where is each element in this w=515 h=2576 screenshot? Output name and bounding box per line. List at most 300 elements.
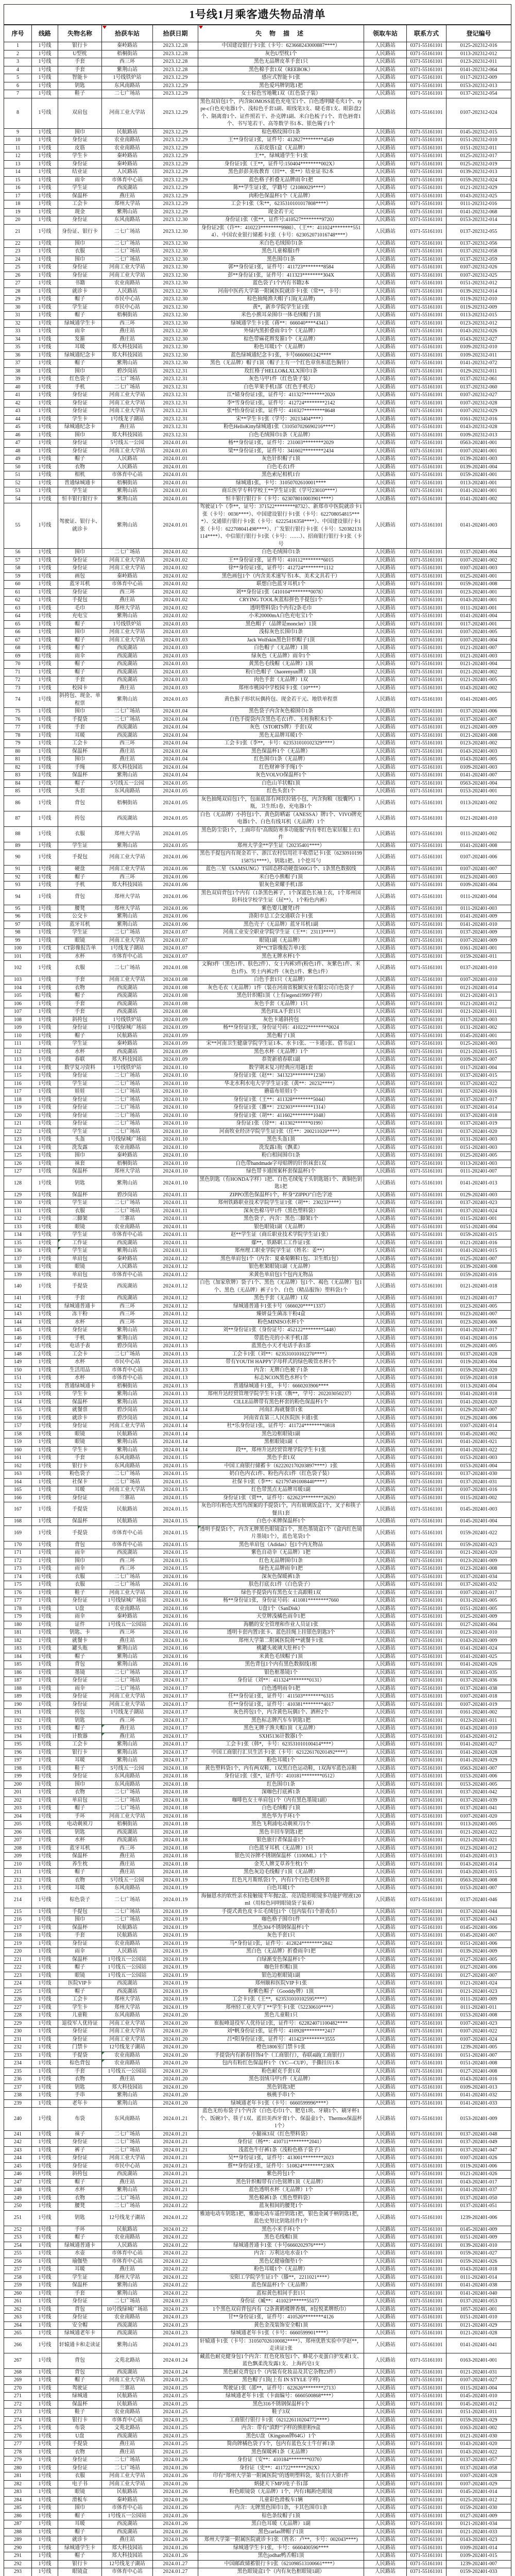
- reg-number-cell: 0137-202401-044: [447, 1908, 511, 1916]
- reg-number-cell: 0159-202401-030: [447, 2504, 511, 2513]
- line-cell: 1号线: [32, 1088, 58, 1096]
- contact-cell: 0371-55161101: [407, 1398, 447, 1406]
- reg-number-cell: 0109-202312-013: [447, 431, 511, 439]
- seq-cell: 17: [4, 192, 32, 200]
- table-row: [4, 556, 511, 565]
- contact-cell: 0371-55161101: [407, 1168, 447, 1176]
- table-row: [4, 2330, 511, 2338]
- found-date-cell: 2024.01.18: [153, 1869, 198, 1877]
- contact-cell: 0371-55161101: [407, 1478, 447, 1486]
- table-row: [4, 408, 511, 416]
- line-cell: 1号线: [32, 992, 58, 1001]
- found-date-cell: 2024.01.26: [153, 2544, 198, 2552]
- line-cell: 1号线: [32, 471, 58, 480]
- table-row: [4, 2178, 511, 2187]
- seq-cell: 185: [4, 1661, 32, 1669]
- line-cell: 1号线: [32, 1526, 58, 1541]
- found-date-cell: 2024.01.04: [153, 724, 198, 732]
- line-cell: 1号线: [32, 984, 58, 992]
- table-row: [4, 2274, 511, 2282]
- found-date-cell: 2024.01.26: [153, 2528, 198, 2536]
- pickup-station-cell: 人民路站: [364, 2425, 407, 2433]
- description-cell: 蓝色绿城通纪念卡1张，卡号6660601242****: [198, 351, 364, 360]
- item-name-cell: 衣服: [58, 248, 102, 256]
- found-station-cell: 西三环: [102, 1302, 153, 1311]
- description-cell: 黑色（无品牌）帽子1顶（帽子上有一个红色章鱼和蓝色胸针）: [198, 360, 364, 368]
- contact-cell: 0371-55161101: [407, 1653, 447, 1661]
- found-date-cell: 2024.01.18: [153, 1789, 198, 1797]
- seq-cell: 288: [4, 2528, 32, 2536]
- found-station-cell: 燕庄站: [102, 756, 153, 764]
- found-station-cell: 西三环: [102, 319, 153, 328]
- found-date-cell: 2023.12.29: [153, 160, 198, 168]
- lost-items-table: [4, 4, 511, 2576]
- found-date-cell: 2023.12.31: [153, 399, 198, 408]
- found-station-cell: 二七广场站: [102, 2139, 153, 2147]
- line-cell: 1号线: [32, 1064, 58, 1072]
- table-row: [4, 1996, 511, 2004]
- contact-cell: 0371-55161101: [407, 296, 447, 304]
- contact-cell: 0371-55161101: [407, 1350, 447, 1359]
- description-cell: 黑色袋子内含灰色棉围巾1条: [198, 708, 364, 716]
- contact-cell: 0371-55161101: [407, 1120, 447, 1128]
- description-cell: 米黄色毛绒帽子1顶: [198, 1653, 364, 1661]
- table-row: [4, 2568, 511, 2576]
- contact-cell: 0371-55161101: [407, 708, 447, 716]
- description-cell: 恒丰银行银行卡（卡号：623078010003901****）: [198, 495, 364, 503]
- pickup-station-cell: 人民路站: [364, 2409, 407, 2417]
- pickup-station-cell: 人民路站: [364, 1072, 407, 1080]
- seq-cell: 188: [4, 1685, 32, 1693]
- description-cell: 中国工商银行汇贝生活卡1张（卡号：621226170201492****）: [198, 1749, 364, 1757]
- line-cell: 1号线: [32, 168, 58, 177]
- item-name-cell: 身份证、银行卡: [58, 224, 102, 240]
- table-row: [4, 2076, 511, 2084]
- item-name-cell: 手提袋: [58, 716, 102, 724]
- found-date-cell: 2023.12.31: [153, 431, 198, 439]
- description-cell: 白绿渐变色保温杯1个: [198, 1956, 364, 1964]
- reg-number-cell: 0113-202312-015: [447, 312, 511, 320]
- item-name-cell: U型枕: [58, 50, 102, 58]
- line-cell: 1号线: [32, 882, 58, 890]
- item-name-cell: 腰凳: [58, 2202, 102, 2211]
- reg-number-cell: 0137-202401-042: [447, 1789, 511, 1797]
- found-date-cell: 2024.01.17: [153, 1677, 198, 1685]
- line-cell: 1号线: [32, 1072, 58, 1080]
- table-row: [4, 479, 511, 487]
- description-cell: 安阳工学院学生证1个（滕**，2211021****）: [198, 2274, 364, 2282]
- reg-number-cell: 0107-202401-023: [447, 2020, 511, 2028]
- contact-cell: 0371-55161101: [407, 2258, 447, 2266]
- item-name-cell: 毛巾: [58, 604, 102, 613]
- found-station-cell: 紫荆山站: [102, 1446, 153, 1454]
- table-row: [4, 684, 511, 692]
- contact-cell: 0371-55161101: [407, 2067, 447, 2076]
- item-name-cell: 身份证: [58, 565, 102, 573]
- description-cell: 刘**身份证1张（身份证号：452122********5448）: [198, 1327, 364, 1335]
- table-row: [4, 312, 511, 320]
- pickup-station-cell: 人民路站: [364, 1454, 407, 1463]
- table-row: [4, 2242, 511, 2250]
- seq-cell: 277: [4, 2441, 32, 2449]
- found-station-cell: 郑州大学站: [102, 604, 153, 613]
- line-cell: 1号线: [32, 2298, 58, 2306]
- description-cell: 黑色帽子1顶(上有 IN STYLE 字样): [198, 2377, 364, 2385]
- line-cell: 1号线: [32, 1327, 58, 1335]
- line-cell: 1号线: [32, 503, 58, 549]
- seq-cell: 48: [4, 447, 32, 455]
- item-name-cell: 书籍: [58, 280, 102, 288]
- line-cell: 1号线: [32, 1573, 58, 1581]
- contact-cell: 0371-55161101: [407, 66, 447, 74]
- seq-cell: 179: [4, 1613, 32, 1621]
- contact-cell: 0371-55161101: [407, 588, 447, 597]
- contact-cell: 0371-55161101: [407, 1709, 447, 1717]
- reg-number-cell: 0151-202401-006: [447, 1940, 511, 1948]
- pickup-station-cell: 人民路站: [364, 811, 407, 826]
- reg-number-cell: 0121-202401-004: [447, 660, 511, 669]
- description-cell: 郑州理工职业学院学生证（姓名：姜**）: [198, 1247, 364, 1256]
- line-cell: 1号线: [32, 1486, 58, 1495]
- pickup-station-cell: 人民路站: [364, 1885, 407, 1893]
- reg-number-cell: 0145-202401-006: [447, 1924, 511, 1932]
- found-date-cell: 2024.01.19: [153, 1988, 198, 1996]
- table-row: [4, 1916, 511, 1924]
- contact-cell: 0371-55161101: [407, 1112, 447, 1120]
- found-station-cell: 紫荆山站: [102, 1247, 153, 1256]
- reg-number-cell: 0107-202401-001: [447, 447, 511, 455]
- description-cell: 黑色jodhat鸭舌帽1顶: [198, 2552, 364, 2561]
- reg-number-cell: 0153-202401-003: [447, 1454, 511, 1463]
- found-date-cell: 2024.01.22: [153, 2226, 198, 2234]
- pickup-station-cell: 人民路站: [364, 2282, 407, 2290]
- pickup-station-cell: 人民路站: [364, 1016, 407, 1024]
- item-name-cell: 绿城通学生卡: [58, 2544, 102, 2552]
- reg-number-cell: 0123-202401-011: [447, 1717, 511, 1725]
- pickup-station-cell: 人民路站: [364, 1605, 407, 1613]
- found-date-cell: 2024.01.08: [153, 984, 198, 992]
- pickup-station-cell: 人民路站: [364, 50, 407, 58]
- item-name-cell: 单肩包: [58, 1797, 102, 1805]
- found-date-cell: 2024.01.02: [153, 556, 198, 565]
- seq-cell: 86: [4, 795, 32, 811]
- table-row: [4, 1853, 511, 1861]
- description-cell: 黄色塑料袋1个，内有两双鞋，1双黑白色运动鞋，1双海军蓝色凉鞋: [198, 1765, 364, 1773]
- line-cell: 1号线: [32, 2052, 58, 2060]
- item-name-cell: 养生枕: [58, 1860, 102, 1869]
- item-name-cell: 蓝牙耳机: [58, 1844, 102, 1853]
- reg-number-cell: 0153-202401-006: [447, 1773, 511, 1781]
- found-date-cell: 2024.01.04: [153, 748, 198, 756]
- pickup-station-cell: 人民路站: [364, 328, 407, 336]
- contact-cell: 0371-55161101: [407, 2250, 447, 2258]
- col-header-line: 线路: [32, 25, 58, 42]
- line-cell: 1号线: [32, 208, 58, 216]
- found-date-cell: 2024.01.09: [153, 1016, 198, 1024]
- item-name-cell: 学生证: [58, 929, 102, 937]
- seq-cell: 114: [4, 1064, 32, 1072]
- line-cell: 1号线: [32, 1168, 58, 1176]
- found-station-cell: 紫荆山站: [102, 1653, 153, 1661]
- line-cell: 1号线: [32, 1470, 58, 1479]
- pickup-station-cell: 人民路站: [364, 1104, 407, 1112]
- found-date-cell: 2024.01.15: [153, 1486, 198, 1495]
- table-row: [4, 905, 511, 913]
- table-row: [4, 42, 511, 50]
- item-name-cell: 保温杯: [58, 1168, 102, 1176]
- line-cell: 1号线: [32, 2512, 58, 2520]
- reg-number-cell: 0119-202401-006: [447, 2162, 511, 2171]
- contact-cell: 0371-55161101: [407, 1693, 447, 1701]
- line-cell: 1号线: [32, 1152, 58, 1160]
- seq-cell: 189: [4, 1693, 32, 1701]
- found-date-cell: 2024.01.17: [153, 1733, 198, 1741]
- found-station-cell: 民航路站: [102, 1032, 153, 1040]
- seq-cell: 159: [4, 1438, 32, 1447]
- description-cell: 灰色抽绳双肩包1个，包面底部有网状拉链小包，内含狗粮（胶囊钙）1瓶，卫生纸1卷，充电器1个: [198, 795, 364, 811]
- description-cell: 白色蓝牙耳机（无品牌）1只: [198, 1844, 364, 1853]
- contact-cell: 0371-55161101: [407, 597, 447, 605]
- line-cell: 1号线: [32, 2464, 58, 2472]
- reg-number-cell: 0113-202312-012: [447, 50, 511, 58]
- item-name-cell: 围巾: [58, 629, 102, 637]
- description-cell: 白色（加家欣牌）袋子1个、黑色（无品牌）包1个、褐色（无品牌）包1个、黑色（无品牌）裤子1个、白色（精品服饰）塑料袋1个: [198, 1279, 364, 1295]
- item-name-cell: 水壶: [58, 2250, 102, 2258]
- found-station-cell: 西三环: [102, 1311, 153, 1319]
- table-row: [4, 2314, 511, 2322]
- seq-cell: 176: [4, 1589, 32, 1597]
- description-cell: 绿城通普通卡1张（卡号6660202976****）: [198, 2242, 364, 2250]
- line-cell: 1号线: [32, 1096, 58, 1104]
- found-station-cell: 民航路站: [102, 2400, 153, 2409]
- reg-number-cell: 0109-202312-011: [447, 351, 511, 360]
- seq-cell: 10: [4, 137, 32, 145]
- table-row: [4, 2448, 511, 2456]
- contact-cell: 0371-55161101: [407, 1797, 447, 1805]
- contact-cell: 0371-55161101: [407, 376, 447, 384]
- pickup-station-cell: 人民路站: [364, 1709, 407, 1717]
- item-name-cell: 手提袋: [58, 1279, 102, 1295]
- contact-cell: 0371-55161101: [407, 2282, 447, 2290]
- line-cell: 1号线: [32, 1773, 58, 1781]
- item-name-cell: 社保卡: [58, 1478, 102, 1486]
- item-name-cell: 轩辕通卡和走读证: [58, 2337, 102, 2353]
- found-date-cell: 2024.01.22: [153, 2258, 198, 2266]
- found-station-cell: 紫荆山站: [102, 692, 153, 708]
- item-name-cell: 手环: [58, 1812, 102, 1821]
- found-station-cell: 紫荆山站: [102, 842, 153, 850]
- description-cell: 绿色无品牌雨伞1把: [198, 1565, 364, 1573]
- line-cell: 1号线: [32, 1653, 58, 1661]
- item-name-cell: 衣服: [58, 961, 102, 976]
- page-title: 1号线1月乘客遗失物品清单: [4, 5, 511, 25]
- found-station-cell: 二七广场站: [102, 2194, 153, 2202]
- reg-number-cell: 0113-202401-004: [447, 1382, 511, 1391]
- found-station-cell: 西流湖站: [102, 2171, 153, 2179]
- pickup-station-cell: 人民路站: [364, 160, 407, 168]
- pickup-station-cell: 人民路站: [364, 2464, 407, 2472]
- description-cell: 身份证1张（贾**，证件号：622623********2629）: [198, 1494, 364, 1502]
- seq-cell: 71: [4, 668, 32, 676]
- seq-cell: 139: [4, 1271, 32, 1279]
- reg-number-cell: 0141-202401-038: [447, 2282, 511, 2290]
- line-cell: 1号线: [32, 850, 58, 866]
- line-cell: 1号线: [32, 1302, 58, 1311]
- found-station-cell: 紫荆山站: [102, 1327, 153, 1335]
- found-date-cell: 2024.01.13: [153, 1398, 198, 1406]
- item-name-cell: 水杯: [58, 1048, 102, 1056]
- description-cell: 黑色水杯（无品牌）1个: [198, 1048, 364, 1056]
- reg-number-cell: 0121-202401-015: [447, 1048, 511, 1056]
- description-cell: 粉白相间围巾1条: [198, 1152, 364, 1160]
- found-date-cell: 2024.01.03: [153, 668, 198, 676]
- found-date-cell: 2024.01.10: [153, 1176, 198, 1191]
- seq-cell: 56: [4, 549, 32, 557]
- line-cell: 1号线: [32, 1462, 58, 1470]
- found-station-cell: 紫荆山站: [102, 360, 153, 368]
- found-date-cell: 2024.01.23: [153, 2314, 198, 2322]
- reg-number-cell: 0113-202401-003: [447, 1160, 511, 1168]
- found-date-cell: 2024.01.02: [153, 604, 198, 613]
- seq-cell: 28: [4, 287, 32, 296]
- pickup-station-cell: 人民路站: [364, 1701, 407, 1709]
- col-header-seq: 序号: [4, 25, 32, 42]
- description-cell: 灰色（STORTS牌）手套1双: [198, 724, 364, 732]
- pickup-station-cell: 人民路站: [364, 1956, 407, 1964]
- item-name-cell: 身份证: [58, 2464, 102, 2472]
- item-name-cell: 保温杯: [58, 1956, 102, 1964]
- description-cell: 郭**身份证1张，证件号：411723********8584: [198, 264, 364, 272]
- table-row: [4, 984, 511, 992]
- table-row: [4, 620, 511, 629]
- item-name-cell: 医院VIP卡: [58, 1980, 102, 1988]
- found-date-cell: 2024.01.25: [153, 2409, 198, 2417]
- contact-cell: 0371-55161101: [407, 2099, 447, 2108]
- line-cell: 1号线: [32, 2432, 58, 2441]
- item-name-cell: 瑜伽垫: [58, 2258, 102, 2266]
- found-date-cell: 2024.01.19: [153, 2004, 198, 2012]
- line-cell: 1号线: [32, 1398, 58, 1406]
- found-date-cell: 2024.01.20: [153, 2092, 198, 2100]
- reg-number-cell: 0159-202401-022: [447, 1526, 511, 1541]
- line-cell: 1号线: [32, 581, 58, 589]
- found-date-cell: 2023.12.30: [153, 264, 198, 272]
- found-station-cell: 民航路站: [102, 2226, 153, 2234]
- found-date-cell: 2024.01.19: [153, 1908, 198, 1916]
- seq-cell: 81: [4, 756, 32, 764]
- found-station-cell: 郑州大学站: [102, 1996, 153, 2004]
- item-name-cell: 发箍: [58, 335, 102, 344]
- table-row: [4, 152, 511, 161]
- line-cell: 1号线: [32, 2425, 58, 2433]
- contact-cell: 0371-55161101: [407, 1382, 447, 1391]
- contact-cell: 0371-55161101: [407, 882, 447, 890]
- reg-number-cell: 0151-202401-007: [447, 2052, 511, 2060]
- line-cell: 1号线: [32, 2560, 58, 2568]
- seq-cell: 153: [4, 1391, 32, 1399]
- pickup-station-cell: 人民路站: [364, 335, 407, 344]
- found-station-cell: 西三环: [102, 58, 153, 66]
- found-station-cell: 西流湖站: [102, 1828, 153, 1837]
- line-cell: 1号线: [32, 1000, 58, 1008]
- reg-number-cell: 0121-202401-013: [447, 992, 511, 1001]
- found-station-cell: 燕庄站: [102, 597, 153, 605]
- pickup-station-cell: 人民路站: [364, 2274, 407, 2282]
- item-name-cell: 恒丰银行银行卡: [58, 495, 102, 503]
- seq-cell: 197: [4, 1757, 32, 1765]
- found-station-cell: 二七广场站: [102, 1072, 153, 1080]
- line-cell: 1号线: [32, 1199, 58, 1208]
- found-station-cell: 5号线五一公园: [102, 1765, 153, 1773]
- table-row: [4, 1160, 511, 1168]
- pickup-station-cell: 人民路站: [364, 2528, 407, 2536]
- seq-cell: 260: [4, 2290, 32, 2298]
- item-name-cell: 身份证: [58, 1120, 102, 1128]
- found-station-cell: 西三环: [102, 1557, 153, 1565]
- found-station-cell: 郑大科技园站: [102, 431, 153, 439]
- found-station-cell: 西流湖站: [102, 2432, 153, 2441]
- contact-cell: 0371-55161101: [407, 2464, 447, 2472]
- contact-cell: 0371-55161101: [407, 1924, 447, 1932]
- contact-cell: 0371-55161101: [407, 873, 447, 882]
- reg-number-cell: 0151-202312-012: [447, 280, 511, 288]
- found-station-cell: 西流湖站: [102, 1988, 153, 1996]
- found-station-cell: 河南工业大学站: [102, 866, 153, 874]
- line-cell: 1号线: [32, 408, 58, 416]
- table-row: [4, 748, 511, 756]
- reg-number-cell: 0153-202401-001: [447, 788, 511, 796]
- item-name-cell: 学生证: [58, 1247, 102, 1256]
- item-name-cell: 绿城通: [58, 2393, 102, 2401]
- description-cell: 白色毛绒围巾1条: [198, 549, 364, 557]
- pickup-station-cell: 人民路站: [364, 945, 407, 953]
- description-cell: 黑色帽子1顶: [198, 1032, 364, 1040]
- found-date-cell: 2024.01.18: [153, 1828, 198, 1837]
- seq-cell: 116: [4, 1080, 32, 1088]
- reg-number-cell: 0121-202401-009: [447, 724, 511, 732]
- pickup-station-cell: 人民路站: [364, 1311, 407, 1319]
- contact-cell: 0371-55161101: [407, 2076, 447, 2084]
- found-date-cell: 2024.01.09: [153, 1048, 198, 1056]
- line-cell: 1号线: [32, 240, 58, 248]
- pickup-station-cell: 人民路站: [364, 264, 407, 272]
- reg-number-cell: 0119-202312-009: [447, 303, 511, 312]
- line-cell: 1号线: [32, 1996, 58, 2004]
- description-cell: 内含：无牌黑色围巾1条，卡其色围巾1条: [198, 2504, 364, 2513]
- item-name-cell: 身份证: [58, 2036, 102, 2044]
- contact-cell: 0371-55161101: [407, 1391, 447, 1399]
- line-cell: 1号线: [32, 2290, 58, 2298]
- contact-cell: 0371-55161101: [407, 303, 447, 312]
- pickup-station-cell: 人民路站: [364, 976, 407, 985]
- table-row: [4, 2162, 511, 2171]
- item-name-cell: 保温杯: [58, 1924, 102, 1932]
- seq-cell: 101: [4, 953, 32, 961]
- found-station-cell: 燕庄站: [102, 748, 153, 756]
- item-name-cell: 保温杯: [58, 1853, 102, 1861]
- description-cell: 白色山羊状帽1顶: [198, 779, 364, 788]
- found-date-cell: 2024.01.04: [153, 732, 198, 740]
- line-cell: 1号线: [32, 1008, 58, 1016]
- found-station-cell: 二七广场站: [102, 224, 153, 240]
- description-cell: 鞋子3双: [198, 2409, 364, 2417]
- item-name-cell: 电话手表: [58, 1343, 102, 1351]
- description-cell: 奶白色内衣1件、粉色内衣1件（红色袋子装）: [198, 1470, 364, 1479]
- pickup-station-cell: 人民路站: [364, 913, 407, 921]
- item-name-cell: 学生证: [58, 184, 102, 193]
- table-row: [4, 2210, 511, 2226]
- seq-cell: 252: [4, 2226, 32, 2234]
